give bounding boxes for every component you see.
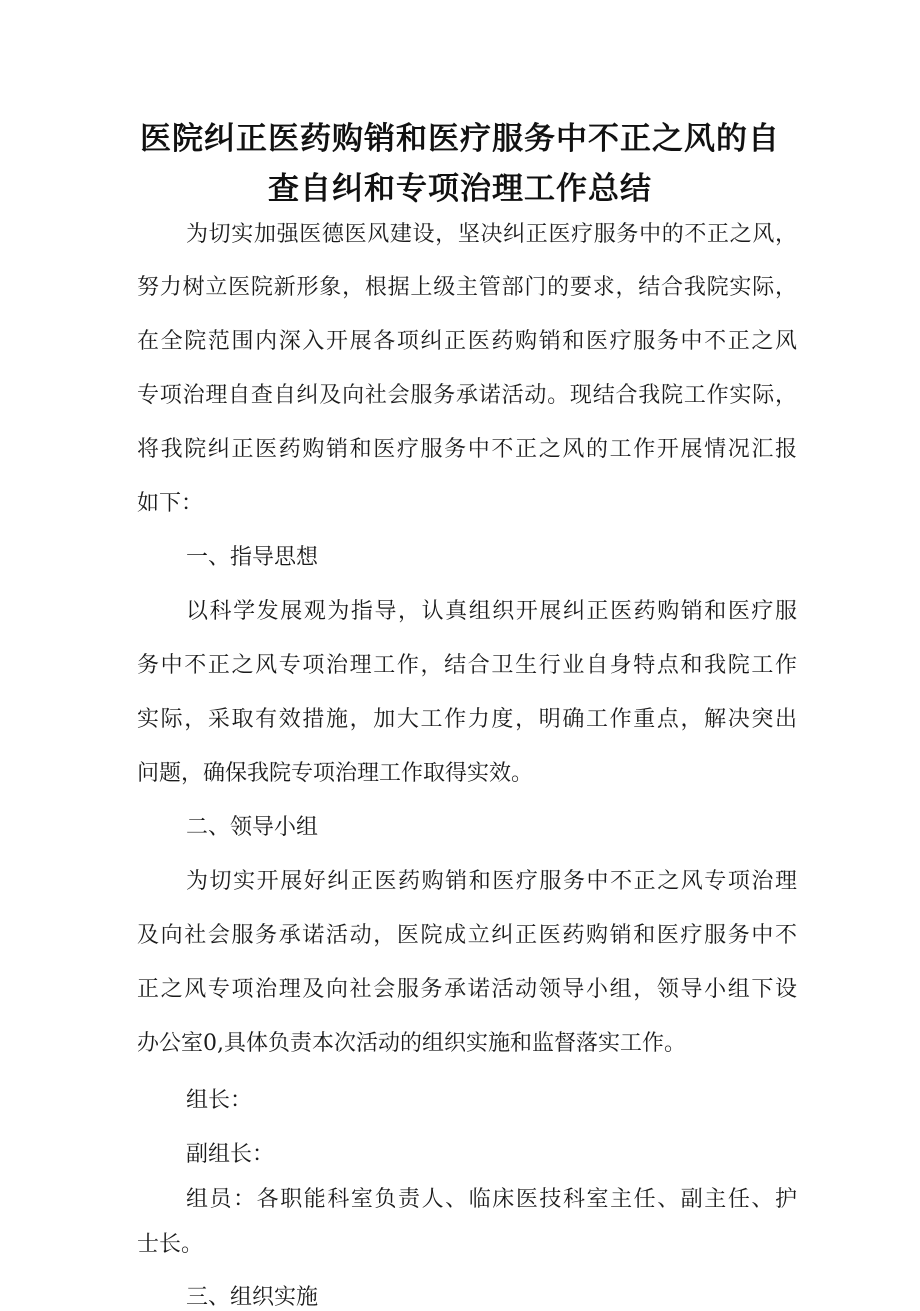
section-1-heading: 一、指导思想 bbox=[186, 545, 319, 570]
document-title-line-1: 医院纠正医药购销和医疗服务中不正之风的自 bbox=[140, 121, 780, 157]
section-3-heading: 三、组织实施 bbox=[186, 1285, 319, 1310]
intro-paragraph-line: 为切实加强医德医风建设，坚决纠正医疗服务中的不正之风， bbox=[186, 222, 797, 247]
intro-paragraph-line: 努力树立医院新形象，根据上级主管部门的要求，结合我院实际， bbox=[137, 275, 797, 300]
section-1-paragraph-line: 问题，确保我院专项治理工作取得实效。 bbox=[137, 761, 534, 786]
section-1-paragraph-line: 务中不正之风专项治理工作，结合卫生行业自身特点和我院工作 bbox=[137, 653, 797, 678]
intro-paragraph-line: 专项治理自查自纠及向社会服务承诺活动。现结合我院工作实际， bbox=[137, 383, 797, 408]
section-2-paragraph-line: 为切实开展好纠正医药购销和医疗服务中不正之风专项治理 bbox=[186, 869, 797, 894]
intro-paragraph-line: 将我院纠正医药购销和医疗服务中不正之风的工作开展情况汇报 bbox=[137, 437, 797, 462]
section-2-paragraph-line: 及向社会服务承诺活动，医院成立纠正医药购销和医疗服务中不 bbox=[137, 923, 797, 948]
group-leader-line: 组长： bbox=[186, 1088, 253, 1113]
members-line: 士长。 bbox=[137, 1232, 204, 1257]
intro-paragraph-line: 在全院范围内深入开展各项纠正医药购销和医疗服务中不正之风 bbox=[137, 329, 797, 354]
section-1-paragraph-line: 实际，采取有效措施，加大工作力度，明确工作重点，解决突出 bbox=[137, 707, 797, 732]
members-line: 组员：各职能科室负责人、临床医技科室主任、副主任、护 bbox=[186, 1187, 797, 1212]
section-2-heading: 二、领导小组 bbox=[186, 815, 319, 840]
document-title-line-2: 查自纠和专项治理工作总结 bbox=[268, 171, 652, 207]
section-2-paragraph-line: 办公室0,具体负责本次活动的组织实施和监督落实工作。 bbox=[137, 1031, 686, 1056]
deputy-leader-line: 副组长： bbox=[186, 1142, 275, 1167]
section-2-paragraph-line: 正之风专项治理及向社会服务承诺活动领导小组，领导小组下设 bbox=[137, 977, 797, 1002]
intro-paragraph-line: 如下： bbox=[137, 491, 204, 516]
section-1-paragraph-line: 以科学发展观为指导，认真组织开展纠正医药购销和医疗服 bbox=[186, 599, 797, 624]
